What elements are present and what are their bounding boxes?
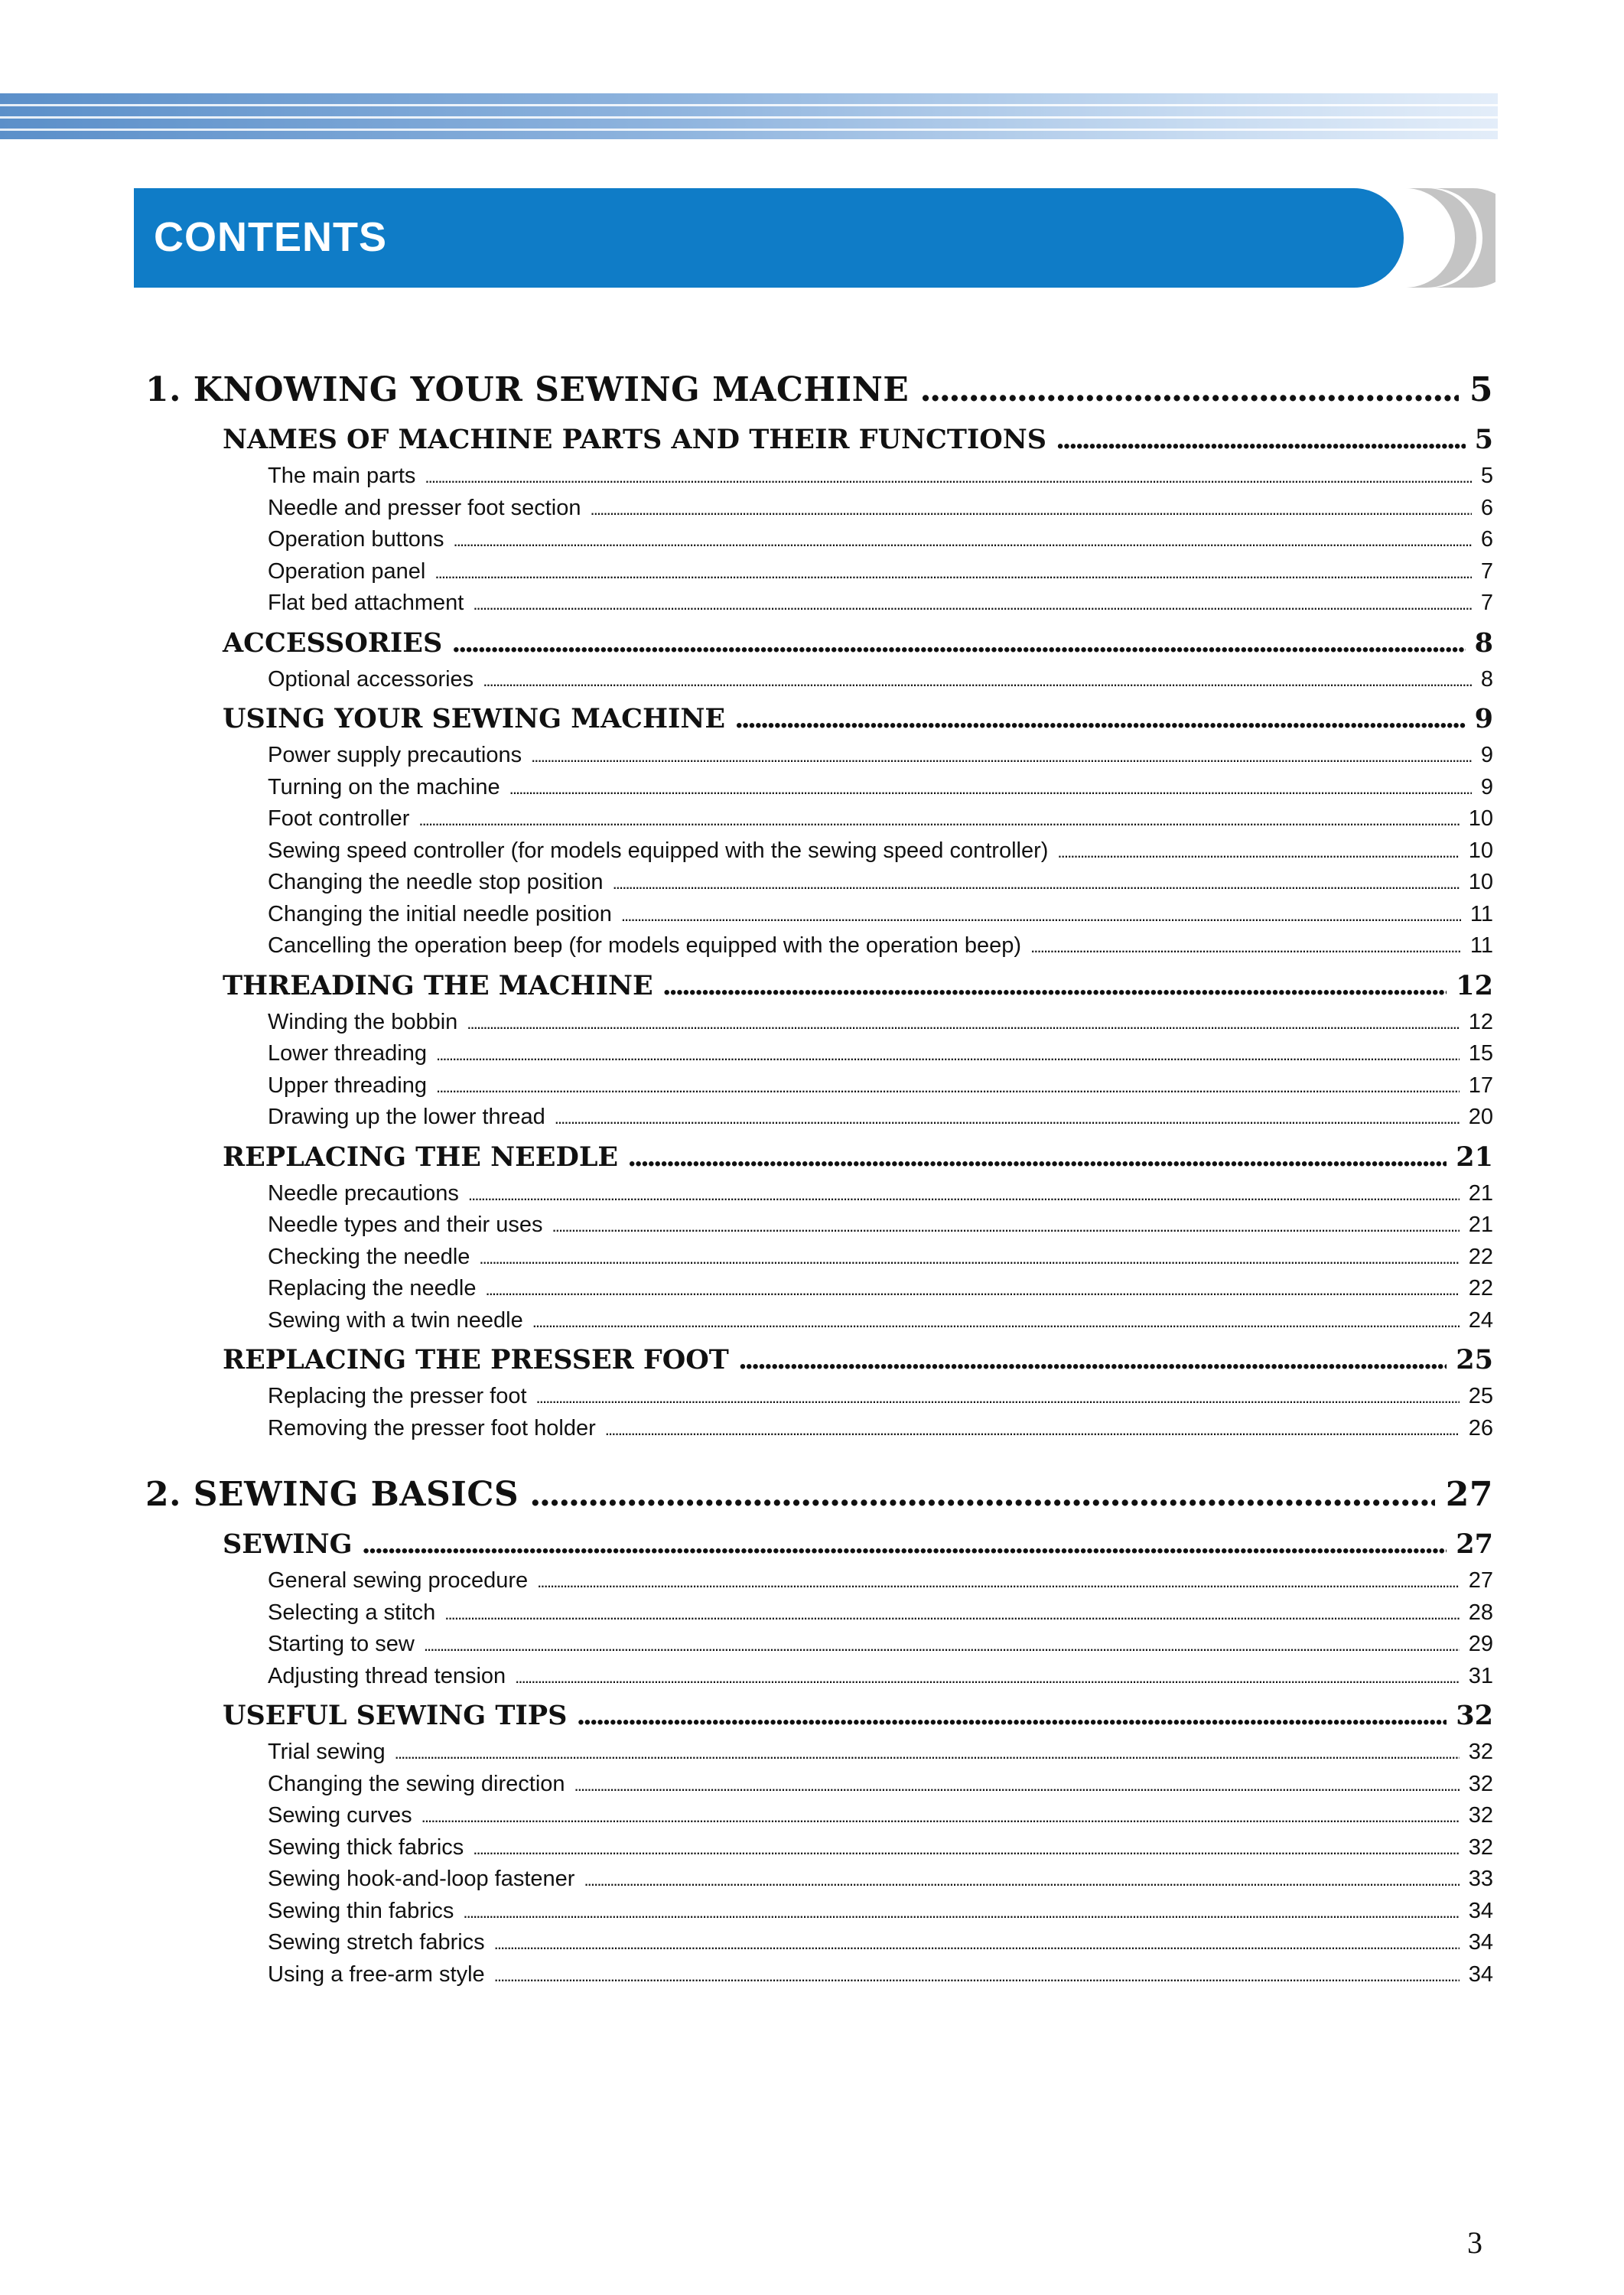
- toc-section-page: 12: [1456, 969, 1493, 1001]
- toc-item-label: Changing the initial needle position: [268, 901, 612, 926]
- toc-section-label: REPLACING THE PRESSER FOOT: [223, 1344, 729, 1375]
- toc-section-page: 21: [1456, 1141, 1493, 1173]
- toc-item-page: 21: [1468, 1213, 1493, 1237]
- toc-item-page: 5: [1480, 464, 1493, 488]
- dot-leader: [537, 1566, 1460, 1598]
- toc-item-label: Replacing the needle: [268, 1276, 477, 1300]
- toc-item-page: 6: [1480, 495, 1493, 520]
- toc-item[interactable]: [268, 556, 1493, 588]
- toc-item[interactable]: [268, 1629, 1493, 1661]
- toc-item-page: 34: [1468, 1961, 1493, 1987]
- header-gradient-band: [0, 93, 1498, 139]
- toc-item-label: Optional accessories: [268, 666, 474, 692]
- toc-section-label: USEFUL SEWING TIPS: [223, 1700, 568, 1731]
- toc-item-label: Replacing the presser foot: [268, 1384, 527, 1408]
- toc-item[interactable]: [268, 772, 1493, 804]
- dot-leader: [584, 1864, 1459, 1896]
- toc-item-page: 9: [1480, 774, 1493, 799]
- page-number: 3: [1467, 2225, 1482, 2260]
- toc-item-label: Starting to sew: [268, 1632, 415, 1656]
- dot-leader: [1056, 424, 1466, 455]
- dot-leader: [479, 1242, 1459, 1274]
- toc-item-page: 10: [1468, 806, 1493, 831]
- dot-leader: [424, 1629, 1460, 1662]
- toc-section[interactable]: [223, 970, 1493, 1007]
- dot-leader: [451, 627, 1465, 659]
- dot-leader: [509, 773, 1472, 805]
- dot-leader: [473, 1833, 1459, 1865]
- toc-item-label: Power supply precautions: [268, 743, 522, 767]
- toc-section[interactable]: [223, 1344, 1493, 1381]
- decorative-arc-icon: [1388, 188, 1495, 288]
- dot-leader: [590, 493, 1471, 526]
- toc-chapter-label: 2. SEWING BASICS: [145, 1475, 519, 1514]
- toc-item-label: Cancelling the operation beep (for models equipped with the operation beep): [268, 933, 1022, 958]
- toc-item[interactable]: [268, 1178, 1493, 1210]
- toc-item-label: Drawing up the lower thread: [268, 1105, 545, 1129]
- toc-item-page: 34: [1468, 1930, 1493, 1955]
- toc-item[interactable]: [268, 1209, 1493, 1242]
- dot-leader: [576, 1700, 1447, 1731]
- toc-item-label: Selecting a stitch: [268, 1600, 436, 1625]
- dot-leader: [1057, 836, 1459, 868]
- toc-item[interactable]: [268, 740, 1493, 772]
- dot-leader: [434, 557, 1471, 589]
- toc-item[interactable]: [268, 1800, 1493, 1832]
- dot-leader: [494, 1960, 1460, 1992]
- toc-item-label: Sewing with a twin needle: [268, 1307, 523, 1333]
- toc-item-page: 10: [1468, 838, 1493, 863]
- dot-leader: [515, 1662, 1460, 1694]
- toc-item-page: 25: [1468, 1384, 1493, 1408]
- toc-item[interactable]: [268, 1273, 1493, 1305]
- toc-item[interactable]: [268, 493, 1493, 525]
- toc-item-page: 32: [1468, 1771, 1493, 1796]
- toc-section[interactable]: [223, 1528, 1493, 1565]
- dot-leader: [444, 1598, 1460, 1630]
- toc-item[interactable]: [268, 1242, 1493, 1274]
- toc-item[interactable]: [268, 1896, 1493, 1928]
- toc-item-label: Sewing thin fabrics: [268, 1898, 454, 1923]
- toc-item-label: Operation buttons: [268, 527, 444, 552]
- dot-leader: [531, 741, 1472, 773]
- toc-item[interactable]: [268, 899, 1493, 931]
- toc-item-page: 11: [1469, 933, 1493, 958]
- toc-section-label: SEWING: [223, 1528, 353, 1560]
- dot-leader: [468, 1179, 1460, 1211]
- dot-leader: [425, 461, 1471, 493]
- toc-item-page: 26: [1468, 1415, 1493, 1440]
- dot-leader: [555, 1102, 1460, 1134]
- toc-item-label: Foot controller: [268, 806, 410, 831]
- toc-item-label: Sewing thick fabrics: [268, 1834, 464, 1860]
- toc-section-page: 32: [1456, 1700, 1493, 1731]
- toc-item-label: Winding the bobbin: [268, 1009, 458, 1034]
- toc-item[interactable]: [268, 1959, 1493, 1991]
- toc-item[interactable]: [268, 930, 1493, 962]
- contents-banner: [134, 188, 1495, 288]
- toc-item[interactable]: [268, 1927, 1493, 1959]
- dot-leader: [483, 665, 1472, 697]
- toc-item[interactable]: [268, 1737, 1493, 1769]
- toc-item-label: Upper threading: [268, 1073, 427, 1098]
- page-title: CONTENTS: [154, 214, 387, 260]
- toc-section-page: 27: [1456, 1528, 1493, 1560]
- toc-item[interactable]: [268, 835, 1493, 868]
- toc-item-label: Operation panel: [268, 558, 426, 584]
- toc-section[interactable]: [223, 424, 1493, 461]
- toc-section[interactable]: [223, 703, 1493, 740]
- toc-item-label: Lower threading: [268, 1041, 427, 1066]
- toc-item[interactable]: [268, 588, 1493, 620]
- toc-section-label: NAMES OF MACHINE PARTS AND THEIR FUNCTIONS: [223, 424, 1047, 455]
- toc-section-label: THREADING THE MACHINE: [223, 969, 653, 1001]
- toc-item-label: Checking the needle: [268, 1244, 470, 1269]
- toc-item-label: Needle precautions: [268, 1180, 459, 1206]
- dot-leader: [463, 1896, 1459, 1929]
- toc-chapter-page: 5: [1469, 370, 1493, 409]
- toc-item[interactable]: [268, 1102, 1493, 1134]
- toc-item[interactable]: [268, 1305, 1493, 1337]
- toc-item-label: Adjusting thread tension: [268, 1663, 506, 1688]
- toc-chapter-label: 1. KNOWING YOUR SEWING MACHINE: [145, 370, 910, 409]
- toc-item-label: Sewing curves: [268, 1803, 412, 1828]
- toc-item[interactable]: [268, 1597, 1493, 1629]
- toc-section-label: REPLACING THE NEEDLE: [223, 1141, 619, 1173]
- toc-item-page: 6: [1480, 527, 1493, 552]
- dot-leader: [532, 1306, 1460, 1338]
- toc-section[interactable]: [223, 627, 1493, 664]
- toc-section[interactable]: [223, 1700, 1493, 1737]
- toc-item-page: 12: [1468, 1009, 1493, 1034]
- toc-item[interactable]: [268, 1070, 1493, 1102]
- dot-leader: [662, 970, 1447, 1001]
- toc-item-page: 34: [1468, 1898, 1493, 1923]
- dot-leader: [552, 1210, 1460, 1242]
- toc-item-page: 31: [1468, 1663, 1493, 1688]
- toc-item[interactable]: [268, 1381, 1493, 1413]
- toc-item[interactable]: [268, 524, 1493, 556]
- toc-item[interactable]: [268, 1769, 1493, 1801]
- toc-section-page: 5: [1474, 424, 1493, 455]
- toc-item[interactable]: [268, 1007, 1493, 1039]
- toc-chapter[interactable]: [145, 370, 1493, 415]
- toc-item-label: Sewing hook-and-loop fastener: [268, 1867, 575, 1891]
- toc-item[interactable]: [268, 664, 1493, 696]
- dot-leader: [734, 703, 1466, 734]
- toc-item[interactable]: [268, 1661, 1493, 1693]
- toc-item-label: General sewing procedure: [268, 1568, 529, 1593]
- toc-item[interactable]: [268, 1565, 1493, 1597]
- dot-leader: [362, 1528, 1447, 1560]
- toc-item-page: 15: [1468, 1041, 1493, 1066]
- dot-leader: [627, 1141, 1447, 1173]
- toc-item-label: Sewing stretch fabrics: [268, 1930, 485, 1955]
- dot-leader: [494, 1928, 1460, 1960]
- toc-item-page: 22: [1468, 1276, 1493, 1300]
- toc-item[interactable]: [268, 803, 1493, 835]
- dot-leader: [613, 868, 1460, 900]
- toc-section-page: 25: [1456, 1344, 1493, 1375]
- toc-item[interactable]: [268, 1832, 1493, 1864]
- toc-item-page: 24: [1468, 1307, 1493, 1333]
- toc-item-label: Sewing speed controller (for models equipped with the sewing speed controller): [268, 838, 1049, 863]
- toc-chapter[interactable]: [145, 1475, 1493, 1519]
- toc-item[interactable]: [268, 461, 1493, 493]
- dot-leader: [574, 1769, 1460, 1802]
- toc-chapter-page: 27: [1445, 1475, 1493, 1514]
- toc-section[interactable]: [223, 1141, 1493, 1178]
- toc-item-label: The main parts: [268, 464, 416, 488]
- dot-leader: [421, 1801, 1460, 1833]
- table-of-contents: [145, 360, 1493, 1991]
- toc-item[interactable]: [268, 1413, 1493, 1445]
- dot-leader: [1030, 931, 1461, 963]
- toc-section-label: ACCESSORIES: [223, 627, 443, 659]
- toc-item-label: Trial sewing: [268, 1740, 386, 1764]
- dot-leader: [529, 1475, 1435, 1514]
- toc-section-page: 8: [1474, 627, 1493, 659]
- toc-section-page: 9: [1474, 703, 1493, 734]
- toc-item-page: 33: [1468, 1867, 1493, 1891]
- toc-item-page: 9: [1480, 743, 1493, 767]
- toc-item-page: 8: [1480, 666, 1493, 692]
- toc-item-label: Removing the presser foot holder: [268, 1415, 596, 1440]
- dot-leader: [473, 588, 1472, 620]
- toc-item-page: 7: [1480, 558, 1493, 584]
- toc-item-page: 17: [1468, 1073, 1493, 1098]
- toc-item-page: 20: [1468, 1105, 1493, 1129]
- toc-item-page: 28: [1468, 1600, 1493, 1625]
- toc-item-label: Turning on the machine: [268, 774, 500, 799]
- toc-item-label: Needle and presser foot section: [268, 495, 581, 520]
- dot-leader: [485, 1274, 1459, 1306]
- dot-leader: [436, 1071, 1460, 1103]
- toc-item[interactable]: [268, 867, 1493, 899]
- toc-item-label: Changing the needle stop position: [268, 870, 604, 894]
- toc-item[interactable]: [268, 1038, 1493, 1070]
- toc-item-page: 10: [1468, 870, 1493, 894]
- dot-leader: [605, 1414, 1460, 1446]
- toc-item-page: 27: [1468, 1568, 1493, 1593]
- toc-item-page: 32: [1468, 1803, 1493, 1828]
- dot-leader: [919, 370, 1459, 409]
- dot-leader: [467, 1008, 1459, 1040]
- toc-item-page: 22: [1468, 1244, 1493, 1269]
- toc-item-page: 7: [1480, 591, 1493, 615]
- toc-item-page: 29: [1468, 1632, 1493, 1656]
- toc-item-page: 32: [1468, 1740, 1493, 1764]
- dot-leader: [395, 1737, 1460, 1769]
- toc-section-label: USING YOUR SEWING MACHINE: [223, 703, 726, 734]
- toc-item-page: 21: [1468, 1180, 1493, 1206]
- toc-item-page: 11: [1469, 901, 1493, 926]
- dot-leader: [454, 525, 1472, 557]
- dot-leader: [436, 1039, 1460, 1071]
- toc-item-page: 32: [1468, 1834, 1493, 1860]
- toc-item-label: Changing the sewing direction: [268, 1771, 565, 1796]
- dot-leader: [536, 1382, 1460, 1414]
- toc-item-label: Flat bed attachment: [268, 591, 464, 615]
- dot-leader: [738, 1344, 1447, 1375]
- toc-item[interactable]: [268, 1864, 1493, 1896]
- toc-item-label: Needle types and their uses: [268, 1213, 543, 1237]
- toc-item-label: Using a free-arm style: [268, 1961, 485, 1987]
- dot-leader: [418, 804, 1459, 836]
- dot-leader: [621, 900, 1461, 932]
